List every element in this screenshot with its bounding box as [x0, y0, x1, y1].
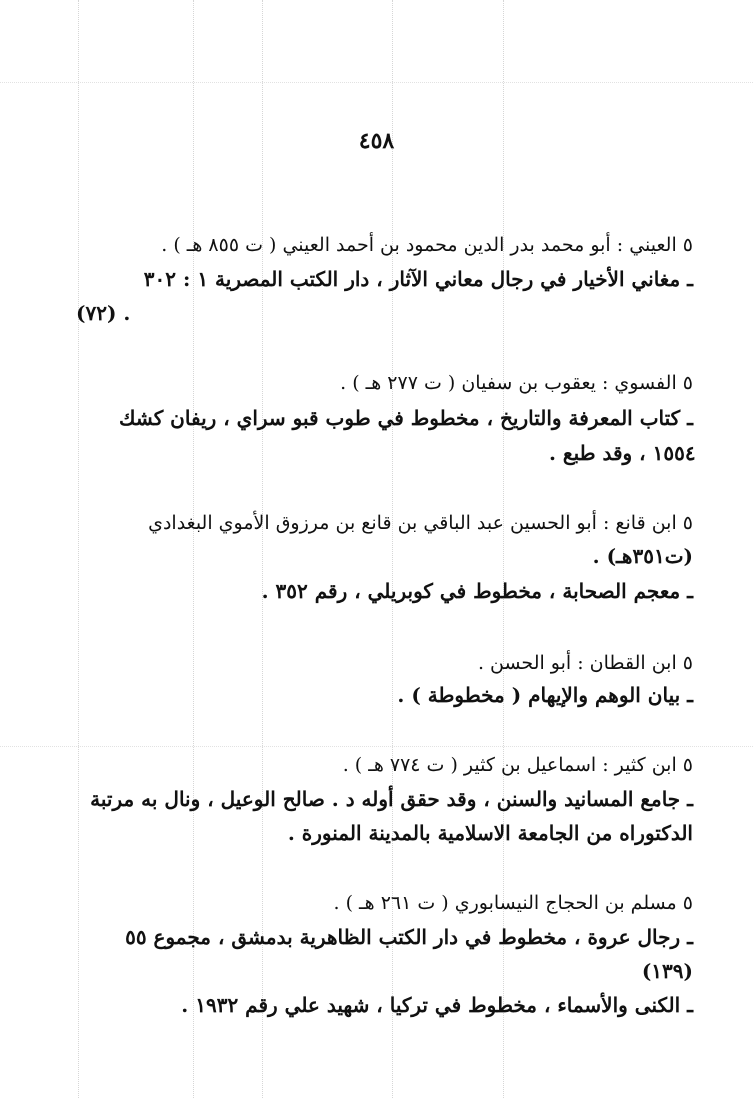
entry-item: ـ معجم الصحابة ، مخطوط في كوبريلي ، رقم ٣٥٢ .	[261, 579, 693, 603]
entry-heading-continuation: (ت٣٥١هـ) .	[592, 544, 693, 568]
entry-item-continuation: (١٣٩)	[641, 959, 693, 983]
entry-heading: ٥ مسلم بن الحجاج النيسابوري ( ت ٢٦١ هـ ) .	[333, 892, 693, 914]
entry-heading: ٥ ابن القطان : أبو الحسن .	[477, 652, 693, 674]
entry-heading: ٥ ابن كثير : اسماعيل بن كثير ( ت ٧٧٤ هـ ) .	[342, 754, 693, 776]
scan-guide-line	[78, 0, 79, 1098]
entry-heading: ٥ العيني : أبو محمد بدر الدين محمود بن أحمد العيني ( ت ٨٥٥ هـ ) .	[161, 234, 693, 256]
entry-item: ـ رجال عروة ، مخطوط في دار الكتب الظاهرية بدمشق ، مجموع ٥٥	[125, 925, 693, 949]
entry-item: ـ جامع المسانيد والسنن ، وقد حقق أوله د . صالح الوعيل ، ونال به مرتبة	[90, 787, 693, 811]
entry-item-continuation: (٧٢) .	[76, 301, 131, 325]
scan-guide-line	[0, 746, 753, 747]
entry-item: ـ كتاب المعرفة والتاريخ ، مخطوط في طوب قبو سراي ، ريفان كشك	[119, 406, 693, 430]
entry-item-continuation: الدكتوراه من الجامعة الاسلامية بالمدينة المنورة .	[287, 821, 693, 845]
entry-item: ـ الكنى والأسماء ، مخطوط في تركيا ، شهيد علي رقم ١٩٣٢ .	[181, 993, 693, 1017]
entry-item: ـ بيان الوهم والإيهام ( مخطوطة ) .	[397, 683, 693, 707]
entry-item: ـ مغاني الأخيار في رجال معاني الآثار ، دار الكتب المصرية ١ : ٣٠٢	[143, 267, 693, 291]
scan-guide-line	[0, 82, 753, 83]
page-number: ٤٥٨	[358, 128, 395, 154]
entry-heading: ٥ ابن قانع : أبو الحسين عبد الباقي بن قانع بن مرزوق الأموي البغدادي	[148, 512, 693, 534]
entry-heading: ٥ الفسوي : يعقوب بن سفيان ( ت ٢٧٧ هـ ) .	[340, 372, 693, 394]
entry-item-continuation: ١٥٥٤ ، وقد طبع .	[549, 441, 696, 465]
